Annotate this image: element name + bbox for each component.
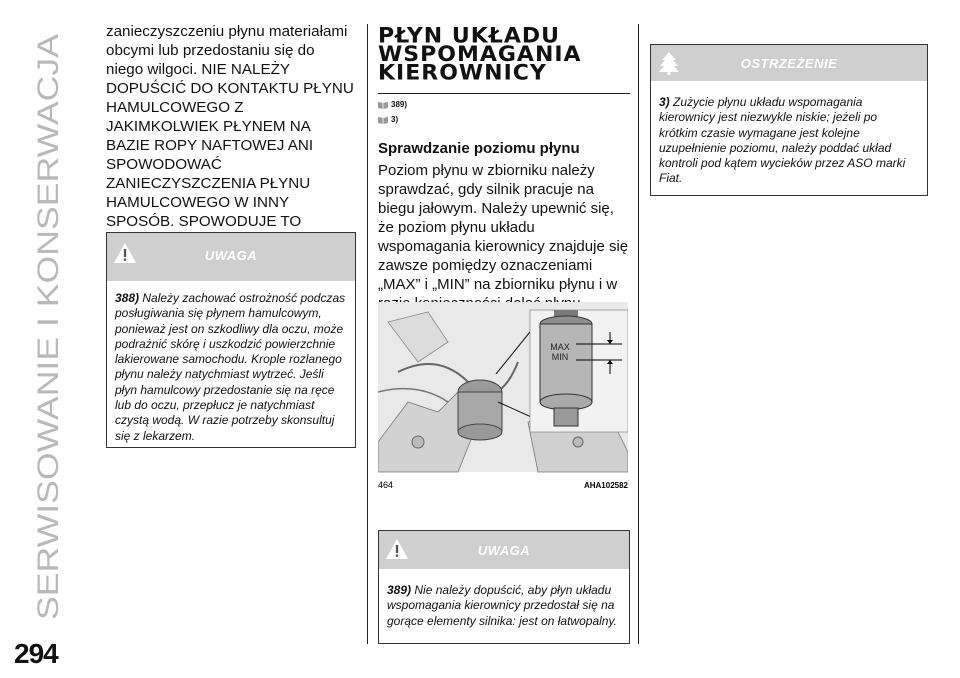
column-divider-2	[638, 24, 639, 644]
warning-text: Nie należy dopuścić, aby płyn układu wspomagania kierownicy przedostał się na gorące elementy silnika: jest on łatwopalny.	[387, 583, 617, 628]
warning-box-title: UWAGA	[477, 543, 531, 558]
warning-text: Należy zachować ostrożność podczas posługiwania się płynem hamulcowym, ponieważ jest on szkodliwy dla oczu, może podrażnić skórę i uszkodzić powierzchnie lakierowane samochodu. Krople rozlanego płynu należy natychmiast wytrzeć. Jeśli płyn hamulcowy przedostanie się na ręce lub do oczu, przepłucz je natychmiast czystą wodą. W razie potrzeby skonsultuj się z lekarzem.	[115, 291, 346, 443]
note-reference-389	[378, 100, 630, 109]
column-1	[106, 22, 354, 267]
caution-text: Zużycie płynu układu wspomagania kierownicy jest niezwykle niskie; jeżeli po krótkim czasie wymagane jest kolejne uzupełnienie poziomu, należy poddać układ kontroli pod kątem wycieków przez ASO marki Fiat.	[659, 95, 906, 186]
caution-number: 3)	[659, 95, 670, 109]
section-side-title-text: SERWISOWANIE I KONSERWACJA	[32, 126, 65, 620]
note-reference-number: 3)	[391, 115, 399, 124]
column-divider-1	[367, 24, 368, 644]
section-heading-line-1: PŁYN UKŁADU	[378, 23, 561, 49]
page-number: 294	[14, 638, 58, 669]
subheading: Sprawdzanie poziomu płynu	[378, 140, 580, 157]
warning-box-body	[379, 569, 629, 637]
section-side-title	[6, 30, 70, 620]
column-2	[378, 22, 630, 313]
caution-box-header	[651, 45, 927, 81]
caution-box-body	[651, 81, 927, 195]
warning-box-body	[107, 281, 355, 452]
warning-number: 388)	[115, 291, 140, 305]
warning-box-header	[379, 531, 629, 569]
section-heading	[378, 23, 630, 86]
reservoir-figure	[378, 302, 628, 494]
section-heading-line-2: WSPOMAGANIA	[378, 42, 582, 67]
warning-box-title: UWAGA	[204, 248, 258, 263]
min-label: MIN	[551, 352, 569, 362]
max-label: MAX	[550, 342, 570, 352]
brake-fluid-text: zanieczyszczeniu płynu materiałami obcymi lub przedostaniu się do niego wilgoci. NIE NALEŻY DOPUŚCIĆ DO KONTAKTU PŁYNU HAMULCOWEGO Z JAKIMKOLWIEK PŁYNEM NA BAZIE ROPY NAFTOWEJ ANI SPOWODOWAĆ ZANIECZYSZCZENIA PŁYNU HAMULCOWEGO W INNY SPOSÓB. SPOWODUJE TO	[106, 23, 354, 230]
book-icon	[378, 101, 388, 109]
warning-box-388	[106, 232, 356, 448]
caution-box-3	[650, 44, 928, 196]
caution-box-title: OSTRZEŻENIE	[740, 56, 838, 71]
warning-box-header	[107, 233, 355, 281]
warning-number: 389)	[387, 583, 412, 597]
note-reference-number: 389)	[391, 100, 408, 109]
heading-rule	[378, 93, 630, 94]
section-heading-line-3: KIEROWNICY	[378, 60, 547, 86]
warning-box-389	[378, 530, 630, 644]
figure-code: AHA102582	[583, 481, 628, 490]
note-reference-3	[378, 115, 630, 124]
power-steering-text: Poziom płynu w zbiorniku należy sprawdzać, gdy silnik pracuje na biegu jałowym. Należy upewnić się, że poziom płynu układu wspomagania kierownicy znajduje się zawsze pomiędzy oznaczeniami „MAX” i „MIN” na zbiorniku płynu i w	[378, 162, 629, 293]
figure-number: 464	[378, 480, 394, 490]
book-icon	[378, 116, 388, 124]
